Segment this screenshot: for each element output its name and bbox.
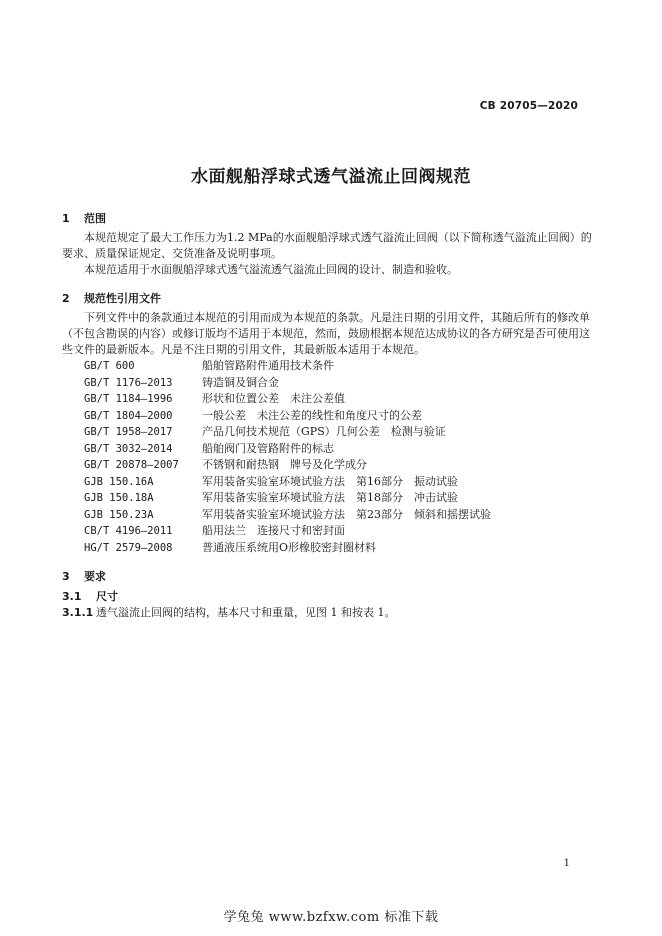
section-number: 3 xyxy=(62,570,70,583)
reference-title: 铸造铜及铜合金 xyxy=(202,375,279,389)
section-3-heading xyxy=(62,568,106,584)
reference-code: GB/T 20878—2007 xyxy=(84,459,179,471)
section-number: 2 xyxy=(62,292,70,305)
section-number: 1 xyxy=(62,212,70,225)
reference-code: GB/T 1176—2013 xyxy=(84,376,173,389)
section-title: 范围 xyxy=(84,212,106,225)
reference-code: GB/T 1804—2000 xyxy=(84,409,173,422)
reference-code: GB/T 600 xyxy=(84,360,135,372)
reference-title: 不锈钢和耐热钢 牌号及化学成分 xyxy=(202,458,367,471)
reference-list xyxy=(84,358,491,556)
paragraph: 本规范规定了最大工作压力为1.2 MPa的水面舰船浮球式透气溢流止回阀（以下简称透气溢流止回阀）的要求、质量保证规定、交货准备及说明事项。 xyxy=(62,231,592,260)
reference-item xyxy=(84,441,491,458)
reference-title: 普通液压系统用O形橡胶密封圈材料 xyxy=(202,540,377,554)
reference-title: 军用装备实验室环境试验方法 第23部分 倾斜和摇摆试验 xyxy=(202,507,491,521)
reference-title: 产品几何技术规范（GPS）几何公差 检测与验证 xyxy=(202,425,446,438)
reference-code: GJB 150.18A xyxy=(84,492,154,504)
paragraph: 下列文件中的条款通过本规范的引用而成为本规范的条款。凡是注日期的引用文件，其随后所有的修改单（不包含勘误的内容）或修订版均不适用于本规范，然而，鼓励根据本规范达成协议的各方研究是否可使用这些文件的最新版本。凡是不注日期的引用文件，其最新版本适用于本规范。 xyxy=(62,311,590,356)
reference-code: GB/T 1958—2017 xyxy=(84,426,173,438)
reference-title: 船舶管路附件通用技术条件 xyxy=(202,359,334,372)
clause-text: 透气溢流止回阀的结构，基本尺寸和重量，见图 1 和按表 1。 xyxy=(96,606,396,619)
subsection-3-1-heading xyxy=(62,588,118,604)
clause-3-1-1 xyxy=(62,604,396,620)
reference-title: 形状和位置公差 未注公差值 xyxy=(202,392,345,405)
reference-item xyxy=(84,490,491,507)
reference-item xyxy=(84,540,491,557)
section-2-intro xyxy=(62,310,600,358)
reference-code: HG/T 2579—2008 xyxy=(84,541,173,554)
subsection-number: 3.1 xyxy=(62,590,82,603)
reference-title: 船用法兰 连接尺寸和密封面 xyxy=(202,524,345,537)
section-title: 规范性引用文件 xyxy=(84,292,161,305)
page-number: 1 xyxy=(563,858,570,869)
paragraph: 本规范适用于水面舰船浮球式透气溢流透气溢流止回阀的设计、制造和验收。 xyxy=(84,263,458,276)
reference-title: 一般公差 未注公差的线性和角度尺寸的公差 xyxy=(202,408,422,422)
reference-code: CB/T 4196—2011 xyxy=(84,525,173,537)
reference-title: 船舶阀门及管路附件的标志 xyxy=(202,441,334,455)
reference-item xyxy=(84,375,491,392)
reference-item xyxy=(84,408,491,425)
reference-item xyxy=(84,523,491,540)
reference-item xyxy=(84,507,491,524)
reference-code: GJB 150.16A xyxy=(84,475,154,488)
section-1-heading xyxy=(62,210,106,226)
reference-item xyxy=(84,457,491,474)
section-1-body xyxy=(62,230,600,278)
reference-item xyxy=(84,391,491,408)
reference-item xyxy=(84,424,491,441)
reference-item xyxy=(84,358,491,375)
section-title: 要求 xyxy=(84,570,106,583)
subsection-title: 尺寸 xyxy=(96,590,118,603)
reference-title: 军用装备实验室环境试验方法 第18部分 冲击试验 xyxy=(202,491,458,504)
standard-number: CB 20705—2020 xyxy=(479,100,578,112)
section-2-heading xyxy=(62,290,161,306)
document-title: 水面舰船浮球式透气溢流止回阀规范 xyxy=(191,167,471,187)
reference-title: 军用装备实验室环境试验方法 第16部分 振动试验 xyxy=(202,474,458,488)
reference-code: GB/T 1184—1996 xyxy=(84,393,173,405)
reference-code: GJB 150.23A xyxy=(84,508,154,521)
clause-number: 3.1.1 xyxy=(62,606,94,619)
footer-watermark: 学兔兔 www.bzfxw.com 标准下载 xyxy=(223,910,439,925)
reference-item xyxy=(84,474,491,491)
reference-code: GB/T 3032—2014 xyxy=(84,442,173,455)
